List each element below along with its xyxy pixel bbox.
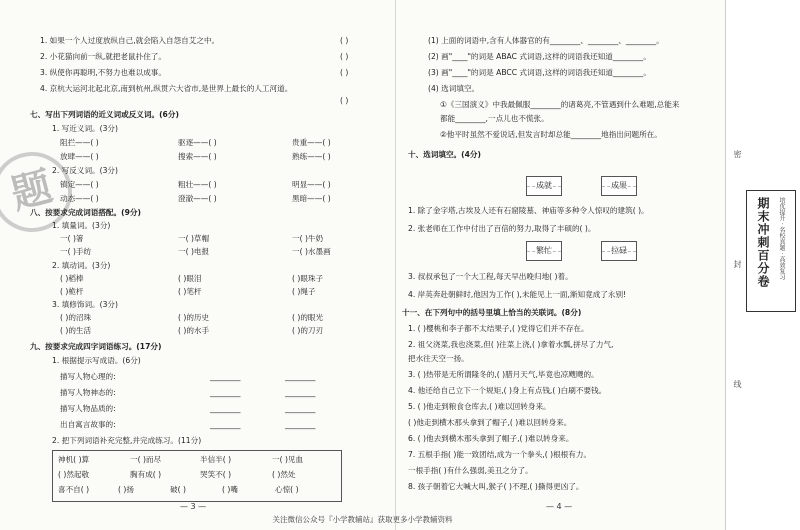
collocation: ( )桅杆: [60, 287, 84, 296]
word-box: 拉碌: [601, 241, 637, 261]
text-line: ②他平时虽然不爱说话,但发言时却总能________地指出问题所在。: [440, 130, 662, 139]
idiom-blank[interactable]: ________: [285, 404, 316, 413]
q11-item: 4. 他还给自己立下一个规矩,( )身上有点钱,( )白刷不要钱。: [408, 386, 607, 395]
q7-ant-title: 2. 写反义词。(3分): [52, 166, 118, 175]
idiom-cell: ( )扬: [118, 485, 134, 494]
idiom-cell: ( )嘴: [222, 485, 238, 494]
idiom-blank[interactable]: ________: [285, 388, 316, 397]
idiom-blank[interactable]: ________: [210, 372, 241, 381]
q9-s2-title: 2. 把下列词语补充完整,并完成练习。(11分): [52, 436, 202, 445]
q11-item: ( )他走到横木那头拿到了帽子,( )难以回转身来。: [408, 418, 572, 427]
sentence: 3. 叔叔承包了一个大工程,每天早出晚归地( )着。: [408, 272, 573, 281]
collocation: 一( )草帽: [178, 234, 210, 243]
word-pair: 驱逐——( ): [178, 138, 217, 147]
statement-2: 2. 小花猫向前一纵,就把老鼠扑住了。: [40, 52, 166, 61]
footer-note: 关注微信公众号『小学教辅站』获取更多小学教辅资料: [272, 515, 453, 524]
word-pair: 澄澈——( ): [178, 194, 217, 203]
idiom-cell: 一( )见血: [272, 455, 304, 464]
left-page: [0, 0, 395, 530]
answer-paren[interactable]: ( ): [340, 96, 349, 105]
text-line: 都能________,一点儿也不慌张。: [440, 114, 549, 123]
collocation: ( )笔杆: [178, 287, 202, 296]
word-pair: 镇定——( ): [60, 180, 99, 189]
text-line: (2) 画"____"的词是 ABAC 式词语,这样的词语我还知道________。: [428, 52, 651, 61]
q11-item: 1. ( )樱桃和李子都不太结果子,( )党得它们并不存在。: [408, 324, 589, 333]
idiom-cell: 破( ): [170, 485, 186, 494]
text-line: ①《三国演义》中我最佩服________的诸葛亮,不管遇到什么难题,总能来: [440, 100, 680, 109]
idiom-blank[interactable]: ________: [210, 420, 241, 429]
watermark-stamp: 题: [0, 143, 81, 241]
q9-title: 九、按要求完成四字词语练习。(17分): [30, 342, 162, 351]
q7-title: 七、写出下列词语的近义词或反义词。(6分): [30, 110, 179, 119]
cut-label: 线: [733, 380, 742, 388]
q9-s1-title: 1. 根据提示写成语。(6分): [52, 356, 141, 365]
q10-title: 十、选词填空。(4分): [408, 150, 481, 159]
collocation: 一( )手纺: [60, 247, 92, 256]
q8-s3-title: 3. 填修饰词。(3分): [52, 300, 118, 309]
brand-subtitle: 培优提升 · 名校真题 · 高效复习: [778, 197, 785, 281]
collocation: ( )绳子: [292, 287, 316, 296]
word-pair: 动态——( ): [60, 194, 99, 203]
word-pair: 放肆——( ): [60, 152, 99, 161]
binding-strip: [725, 0, 800, 530]
word-pair: 明显——( ): [292, 180, 331, 189]
word-pair: 黑暗——( ): [292, 194, 331, 203]
idiom-cell: 神机( )算: [58, 455, 90, 464]
collocation: 一( )牛奶: [292, 234, 324, 243]
q11-item: 一根手指( )有什么强弱,美丑之分了。: [408, 466, 533, 475]
idiom-cell: 半信半( ): [200, 455, 232, 464]
statement-1: 1. 如果一个人过度放纵自己,就会陷入自怨自艾之中。: [40, 36, 220, 45]
idiom-prompt: 出自寓言故事的:: [60, 420, 116, 429]
collocation: 一( )电报: [178, 247, 210, 256]
q8-s1-title: 1. 填量词。(3分): [52, 221, 111, 230]
collocation: ( )眼泪: [178, 274, 202, 283]
word-pair: 阻拦——( ): [60, 138, 99, 147]
idiom-prompt: 描写人物神态的:: [60, 388, 116, 397]
collocation: 一( )水墨画: [292, 247, 331, 256]
right-page: [395, 0, 726, 530]
q8-title: 八、按要求完成词语搭配。(9分): [30, 208, 141, 217]
q11-title: 十一、在下列句中的括号里填上恰当的关联词。(8分): [402, 308, 582, 317]
q11-item: 5. ( )他走到粮食仓库去,( )难以回转身来。: [408, 402, 551, 411]
idiom-prompt: 描写人物品质的:: [60, 404, 116, 413]
word-pair: 贵重——( ): [292, 138, 331, 147]
sentence: 4. 岸英奔赴朝鲜时,他因为工作( ),未能见上一面,渐知竟成了永别!: [408, 290, 627, 299]
idiom-blank[interactable]: ________: [210, 404, 241, 413]
collocation: ( )稻棒: [60, 274, 84, 283]
page-number: — 4 —: [546, 502, 573, 511]
collocation: ( )的水手: [178, 326, 210, 335]
brand-title: 期末冲刺百分卷: [756, 197, 770, 288]
word-box: 繁忙: [526, 241, 562, 261]
q11-item: 8. 孩子朝着它大喊大叫,猴子( )不理,( )撕得更凶了。: [408, 482, 584, 491]
text-line: (4) 选词填空。: [428, 84, 480, 93]
idiom-cell: 一( )而尽: [130, 455, 162, 464]
q11-item: 把水往天空一扬。: [408, 354, 469, 363]
idiom-blank[interactable]: ________: [285, 372, 316, 381]
idiom-blank[interactable]: ________: [285, 420, 316, 429]
word-box: 成果: [601, 176, 637, 196]
statement-4: 4. 京杭大运河北起北京,南到杭州,纵贯六大省市,是世界上最长的人工河道。: [40, 84, 293, 93]
q11-item: 6. ( )他去到横木那头拿到了帽子,( )难以转身来。: [408, 434, 574, 443]
idiom-blank[interactable]: ________: [210, 388, 241, 397]
text-line: (3) 画"____"的词是 ABCC 式词语,这样的词语我还知道________。: [428, 68, 651, 77]
cut-label: 封: [733, 260, 742, 268]
collocation: ( )的眼光: [292, 313, 324, 322]
word-pair: 熟练——( ): [292, 152, 331, 161]
idiom-cell: 喜不自( ): [58, 485, 90, 494]
q7-syn-title: 1. 写近义词。(3分): [52, 124, 118, 133]
idiom-prompt: 描写人物心理的:: [60, 372, 116, 381]
word-pair: 粗壮——( ): [178, 180, 217, 189]
collocation: 一( )箸: [60, 234, 84, 243]
idiom-cell: ( )然起敬: [58, 470, 90, 479]
q8-s2-title: 2. 填动词。(3分): [52, 261, 111, 270]
statement-3: 3. 纵使你再聪明,不努力也难以成事。: [40, 68, 166, 77]
collocation: ( )眼珠子: [292, 274, 324, 283]
idiom-cell: 哭笑不( ): [200, 470, 232, 479]
sentence: 2. 张老师在工作中付出了百倍的努力,取得了丰硕的( )。: [408, 224, 596, 233]
word-box: 成就: [526, 176, 562, 196]
q11-item: 7. 五根手指( )能一致团结,成为一个拳头,( )根根有力。: [408, 450, 592, 459]
text-line: (1) 上面的词语中,含有人体器官的有________、________、________。: [428, 36, 664, 45]
idiom-cell: 心惊( ): [275, 485, 299, 494]
q11-item: 3. ( )热带是无所谓隆冬的,( )腊月天气,毕竟也凉飕飕的。: [408, 370, 599, 379]
answer-paren[interactable]: ( ): [340, 36, 349, 45]
brand-panel: [746, 190, 796, 312]
collocation: ( )的沼珠: [60, 313, 92, 322]
page-number: — 3 —: [180, 502, 207, 511]
collocation: ( )的生活: [60, 326, 92, 335]
answer-paren[interactable]: ( ): [340, 68, 349, 77]
word-pair: 搜索——( ): [178, 152, 217, 161]
idiom-cell: 胸有成( ): [130, 470, 162, 479]
answer-paren[interactable]: ( ): [340, 52, 349, 61]
collocation: ( )的刀刃: [292, 326, 324, 335]
sentence: 1. 除了金字塔,古埃及人还有石窟陵墓、神庙等多种令人惊叹的建筑( )。: [408, 206, 649, 215]
collocation: ( )的历史: [178, 313, 210, 322]
cut-label: 密: [733, 150, 742, 158]
q11-item: 2. 祖父浇菜,我也浇菜,但( )往菜上浇,( )拿着水瓢,拼尽了力气,: [408, 340, 614, 349]
idiom-cell: ( )然处: [272, 470, 296, 479]
